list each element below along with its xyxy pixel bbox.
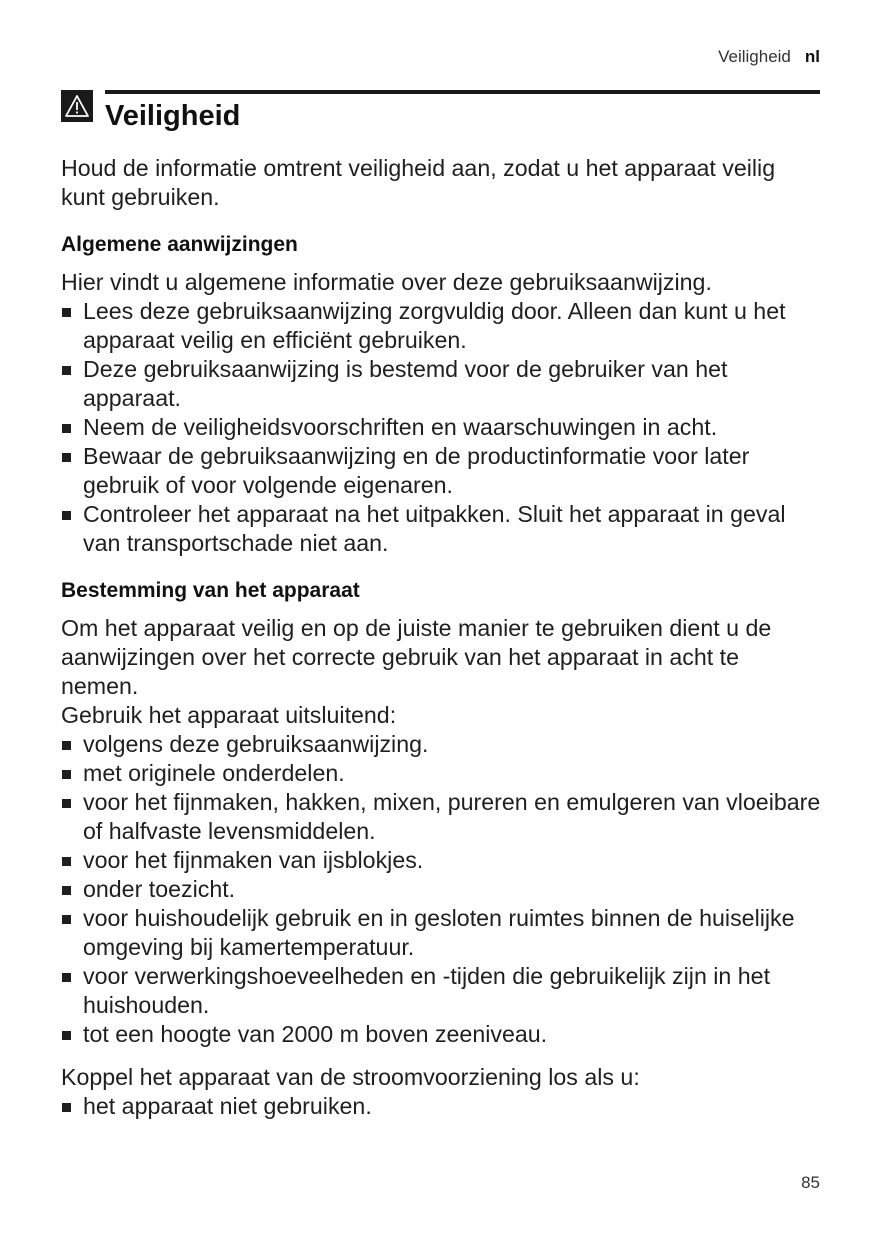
main-content [61,154,821,1121]
list-item: Controleer het apparaat na het uitpakken. Sluit het apparaat in geval van transportschade niet aan. [61,500,821,558]
purpose-lead: Om het apparaat veilig en op de juiste manier te gebruiken dient u de aanwijzingen over het correcte gebruik van het apparaat in acht te nemen. [61,615,772,699]
running-header-language: nl [804,47,820,66]
list-item: voor het fijnmaken van ijsblokjes. [61,846,821,875]
purpose-heading: Bestemming van het apparaat [61,579,360,602]
disconnect-list [61,1092,821,1121]
page-number: 85 [801,1173,820,1192]
list-item: Lees deze gebruiksaanwijzing zorgvuldig door. Alleen dan kunt u het apparaat veilig en efficiënt gebruiken. [61,297,821,355]
purpose-list [61,730,821,1049]
intro-paragraph: Houd de informatie omtrent veiligheid aan, zodat u het apparaat veilig kunt gebruiken. [61,155,776,210]
list-item: tot een hoogte van 2000 m boven zeeniveau. [61,1020,821,1049]
running-header-section: Veiligheid [718,47,791,66]
page-title: Veiligheid [105,100,241,132]
list-item: volgens deze gebruiksaanwijzing. [61,730,821,759]
warning-triangle-icon [61,90,93,122]
general-heading: Algemene aanwijzingen [61,233,298,256]
list-item: voor het fijnmaken, hakken, mixen, pureren en emulgeren van vloeibare of halfvaste levensmiddelen. [61,788,821,846]
list-item: Bewaar de gebruiksaanwijzing en de productinformatie voor later gebruik of voor volgende eigenaren. [61,442,821,500]
general-list [61,297,821,558]
title-rule [105,90,820,94]
disconnect-lead: Koppel het apparaat van de stroomvoorziening los als u: [61,1064,640,1090]
list-item: met originele onderdelen. [61,759,821,788]
running-header [718,47,820,67]
purpose-lead-2: Gebruik het apparaat uitsluitend: [61,702,397,728]
list-item: voor huishoudelijk gebruik en in gesloten ruimtes binnen de huiselijke omgeving bij kamertemperatuur. [61,904,821,962]
list-item: voor verwerkingshoeveelheden en -tijden die gebruikelijk zijn in het huishouden. [61,962,821,1020]
list-item: het apparaat niet gebruiken. [61,1092,821,1121]
general-lead: Hier vindt u algemene informatie over deze gebruiksaanwijzing. [61,269,712,295]
list-item: onder toezicht. [61,875,821,904]
list-item: Neem de veiligheidsvoorschriften en waarschuwingen in acht. [61,413,821,442]
list-item: Deze gebruiksaanwijzing is bestemd voor de gebruiker van het apparaat. [61,355,821,413]
